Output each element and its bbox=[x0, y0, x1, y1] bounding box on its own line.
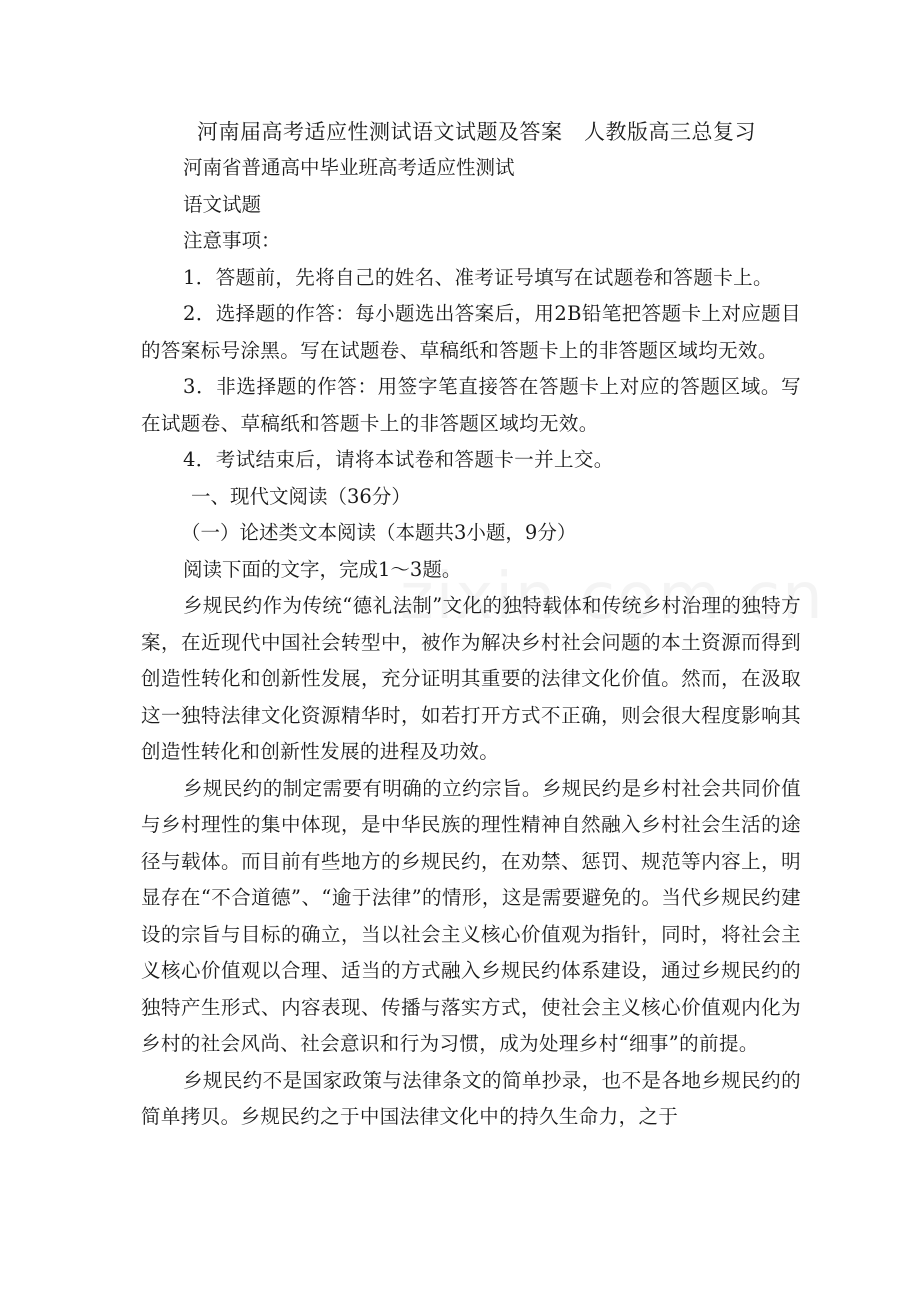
notes-heading: 注意事项： bbox=[183, 229, 281, 252]
subsection-heading: （一）论述类文本阅读（本题共3小题，9分） bbox=[181, 521, 577, 544]
subject-name: 语文试题 bbox=[183, 192, 262, 216]
passage-paragraph-1: 乡规民约作为传统“德礼法制”文化的独特载体和传统乡村治理的独特方案，在近现代中国社会转型中，被作为解决乡村社会问题的本土资源而得到创造性转化和创新性发展，充分证明其重要的法律文化价值。然而，在汲取这一独特法律文化资源精华时，如若打开方式不正确，则会很大程度影响其创造性转化和创新性发展的进程及功效。 bbox=[141, 594, 801, 763]
note-item-4: 4．考试结束后，请将本试卷和答题卡一并上交。 bbox=[183, 448, 614, 471]
document-body bbox=[141, 114, 801, 1136]
note-item-2: 2．选择题的作答：每小题选出答案后，用2B铅笔把答题卡上对应题目的答案标号涂黑。写在试题卷、草稿纸和答题卡上的非答题区域均无效。 bbox=[141, 302, 801, 362]
passage-paragraph-2: 乡规民约的制定需要有明确的立约宗旨。乡规民约是乡村社会共同价值与乡村理性的集中体现，是中华民族的理性精神自然融入乡村社会生活的途径与载体。而目前有些地方的乡规民约，在劝禁、惩罚、规范等内容上，明显存在“不合道德”、“逾于法律”的情形，这是需要避免的。当代乡规民约建设的宗旨与目标的确立，当以社会主义核心价值观为指针，同时，将社会主义核心价值观以合理、适当的方式融入乡规民约体系建设，通过乡规民约的独特产生形式、内容表现、传播与落实方式，使社会主义核心价值观内化为乡村的社会风尚、社会意识和行为习惯，成为处理乡村“细事”的前提。 bbox=[141, 776, 801, 1055]
note-item-1: 1．答题前，先将自己的姓名、准考证号填写在试题卷和答题卡上。 bbox=[183, 265, 773, 289]
document-title: 河南届高考适应性测试语文试题及答案 人教版高三总复习 bbox=[197, 120, 756, 144]
exam-name: 河南省普通高中毕业班高考适应性测试 bbox=[183, 156, 515, 179]
section-heading: 一、现代文阅读（36分） bbox=[191, 484, 411, 508]
note-item-3: 3．非选择题的作答：用签字笔直接答在答题卡上对应的答题区域。写在试题卷、草稿纸和答题卡上的非答题区域均无效。 bbox=[141, 375, 801, 435]
passage-paragraph-3: 乡规民约不是国家政策与法律条文的简单抄录，也不是各地乡规民约的简单拷贝。乡规民约之于中国法律文化中的持久生命力，之于 bbox=[141, 1068, 801, 1128]
reading-instruction: 阅读下面的文字，完成1～3题。 bbox=[183, 557, 462, 581]
